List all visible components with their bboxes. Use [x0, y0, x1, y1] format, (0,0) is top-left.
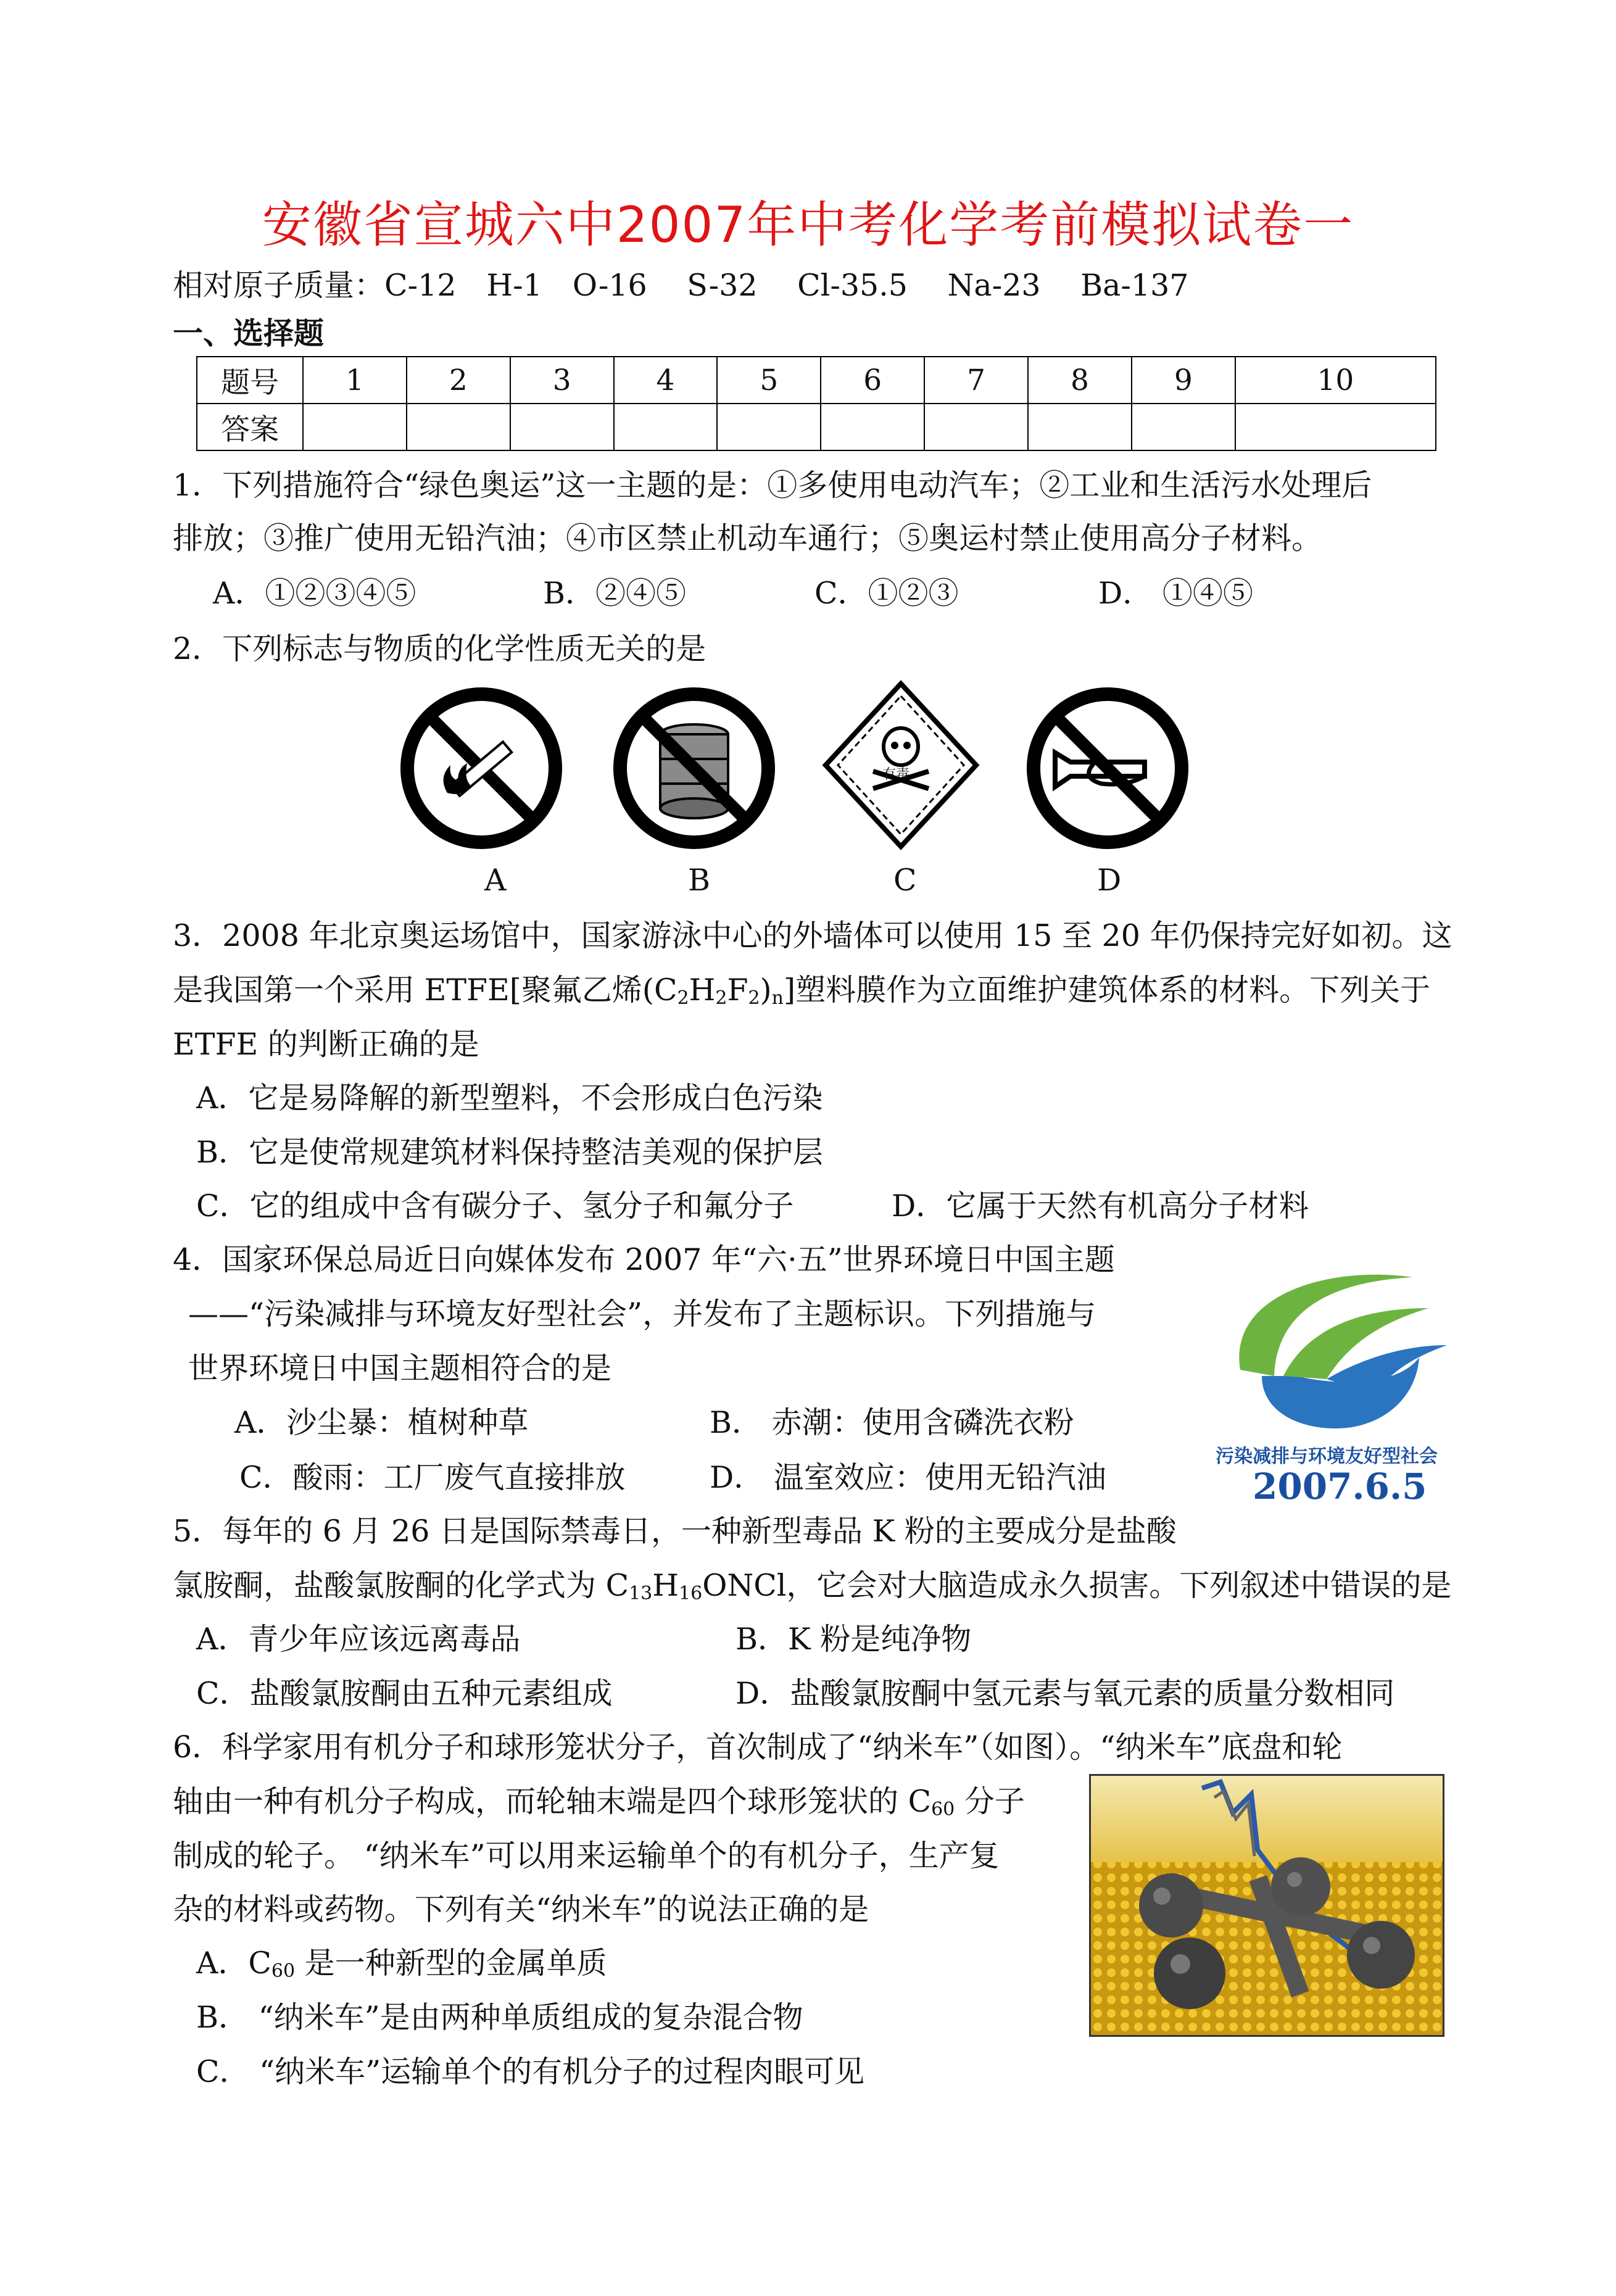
answer-cell[interactable]: [717, 404, 821, 450]
answer-cell[interactable]: [924, 404, 1028, 450]
sign-label-c: C: [893, 863, 917, 898]
table-cell: 题号: [197, 357, 303, 404]
table-cell: 答案: [197, 404, 303, 450]
q4-option-c: C．酸雨：工厂废气直接排放: [239, 1460, 626, 1495]
table-cell: 4: [614, 357, 718, 404]
table-cell: 6: [821, 357, 924, 404]
answer-cell[interactable]: [407, 404, 510, 450]
q1-option-b: B．②④⑤: [543, 576, 687, 611]
environment-day-logo: [1203, 1253, 1475, 1512]
no-smoking-sign-icon: [398, 685, 565, 852]
no-horn-sign-icon: [1021, 685, 1194, 852]
sign-label-b: B: [688, 863, 711, 898]
q6-option-c: C． “纳米车”运输单个的有机分子的过程肉眼可见: [196, 2054, 865, 2089]
q4-option-a: A．沙尘暴：植树种草: [234, 1405, 529, 1440]
table-cell: 7: [924, 357, 1028, 404]
q5-option-b: B．K 粉是纯净物: [735, 1622, 972, 1657]
q6-option-b: B． “纳米车”是由两种单质组成的复杂混合物: [196, 2000, 803, 2035]
answer-table-number-row: [197, 357, 1436, 404]
answer-cell[interactable]: [614, 404, 718, 450]
q6-line1: 6．科学家用有机分子和球形笼状分子，首次制成了“纳米车”（如图）。“纳米车”底盘和轮: [173, 1730, 1343, 1765]
table-cell: 10: [1235, 357, 1436, 404]
q3-option-d: D．它属于天然有机高分子材料: [892, 1188, 1309, 1224]
logo-slogan: 污染减排与环境友好型社会: [1216, 1446, 1438, 1467]
table-cell: 1: [303, 357, 407, 404]
q3-option-a: A．它是易降解的新型塑料，不会形成白色污染: [196, 1080, 823, 1116]
sign-label-a: A: [484, 863, 507, 898]
q6-option-a: A．$C_{60}$ 是一种新型的金属单质: [196, 1946, 607, 1982]
q1-option-d: D． ①④⑤: [1098, 576, 1253, 611]
answer-table: [196, 356, 1436, 451]
table-cell: 2: [407, 357, 510, 404]
answer-cell[interactable]: [1132, 404, 1235, 450]
section-header-choice: 一、选择题: [173, 315, 325, 351]
q4-line3: 世界环境日中国主题相符合的是: [188, 1351, 612, 1386]
q3-line3: ETFE 的判断正确的是: [173, 1027, 479, 1062]
nanocar-illustration-icon: [1091, 1776, 1443, 2035]
table-cell: 5: [717, 357, 821, 404]
q6-line2: 轴由一种有机分子构成，而轮轴末端是四个球形笼状的 $C_{60}$ 分子: [173, 1784, 1025, 1820]
q3-option-b: B．它是使常规建筑材料保持整洁美观的保护层: [196, 1135, 824, 1170]
q5-option-c: C．盐酸氯胺酮由五种元素组成: [196, 1676, 613, 1711]
q4-option-d: D． 温室效应：使用无铅汽油: [710, 1460, 1106, 1495]
q3-option-c: C．它的组成中含有碳分子、氢分子和氟分子: [196, 1188, 794, 1224]
q4-line1: 4．国家环保总局近日向媒体发布 2007 年“六·五”世界环境日中国主题: [173, 1242, 1115, 1277]
answer-cell[interactable]: [1028, 404, 1132, 450]
q3-line1: 3．2008 年北京奥运场馆中，国家游泳中心的外墙体可以使用 15 至 20 年仍保持完好如初。这: [173, 918, 1452, 953]
q5-option-a: A．青少年应该远离毒品: [196, 1622, 521, 1657]
q5-option-d: D．盐酸氯胺酮中氢元素与氧元素的质量分数相同: [735, 1676, 1395, 1711]
toxic-sign-label: 有毒: [882, 767, 910, 782]
answer-cell[interactable]: [303, 404, 407, 450]
atomic-masses: 相对原子质量：C-12 H-1 O-16 S-32 Cl-35.5 Na-23 Ba-137: [173, 268, 1189, 303]
nanocar-image: [1089, 1774, 1444, 2037]
page-title: 安徽省宣城六中2007年中考化学考前模拟试卷一: [262, 196, 1354, 254]
q6-line4: 杂的材料或药物。下列有关“纳米车”的说法正确的是: [173, 1892, 869, 1927]
q4-option-b: B． 赤潮：使用含磷洗衣粉: [710, 1405, 1074, 1440]
q5-line1: 5．每年的 6 月 26 日是国际禁毒日，一种新型毒品 K 粉的主要成分是盐酸: [173, 1514, 1177, 1549]
answer-cell[interactable]: [821, 404, 924, 450]
table-cell: 9: [1132, 357, 1235, 404]
q1-option-c: C．①②③: [814, 576, 959, 611]
q1-line2: 排放；③推广使用无铅汽油；④市区禁止机动车通行；⑤奥运村禁止使用高分子材料。: [173, 521, 1322, 556]
answer-cell[interactable]: [510, 404, 614, 450]
q6-line3: 制成的轮子。 “纳米车”可以用来运输单个的有机分子，生产复: [173, 1838, 1000, 1873]
q1-option-a: A．①②③④⑤: [213, 576, 416, 611]
q5-line2: 氯胺酮，盐酸氯胺酮的化学式为 $C_{13}H_{16}ONCl$，它会对大脑造成永久损害。下列叙述中错误的是: [173, 1568, 1452, 1604]
q3-line2: 是我国第一个采用 ETFE[聚氟乙烯$(C_2H_2F_2)_n$]塑料膜作为立面维护建筑体系的材料。下列关于: [173, 972, 1431, 1009]
table-cell: 8: [1028, 357, 1132, 404]
q2-stem: 2．下列标志与物质的化学性质无关的是: [173, 631, 706, 666]
sign-label-d: D: [1097, 863, 1122, 898]
answer-cell[interactable]: [1235, 404, 1436, 450]
q4-line2: ——“污染减排与环境友好型社会”，并发布了主题标识。下列措施与: [188, 1296, 1096, 1332]
logo-date: 2007.6.5: [1253, 1465, 1427, 1507]
answer-table-answer-row: [197, 404, 1436, 450]
table-cell: 3: [510, 357, 614, 404]
green-leaf-globe-icon: [1203, 1253, 1475, 1438]
no-barrel-sign-icon: [611, 685, 777, 852]
q1-line1: 1．下列措施符合“绿色奥运”这一主题的是：①多使用电动汽车；②工业和生活污水处理后: [173, 468, 1372, 503]
